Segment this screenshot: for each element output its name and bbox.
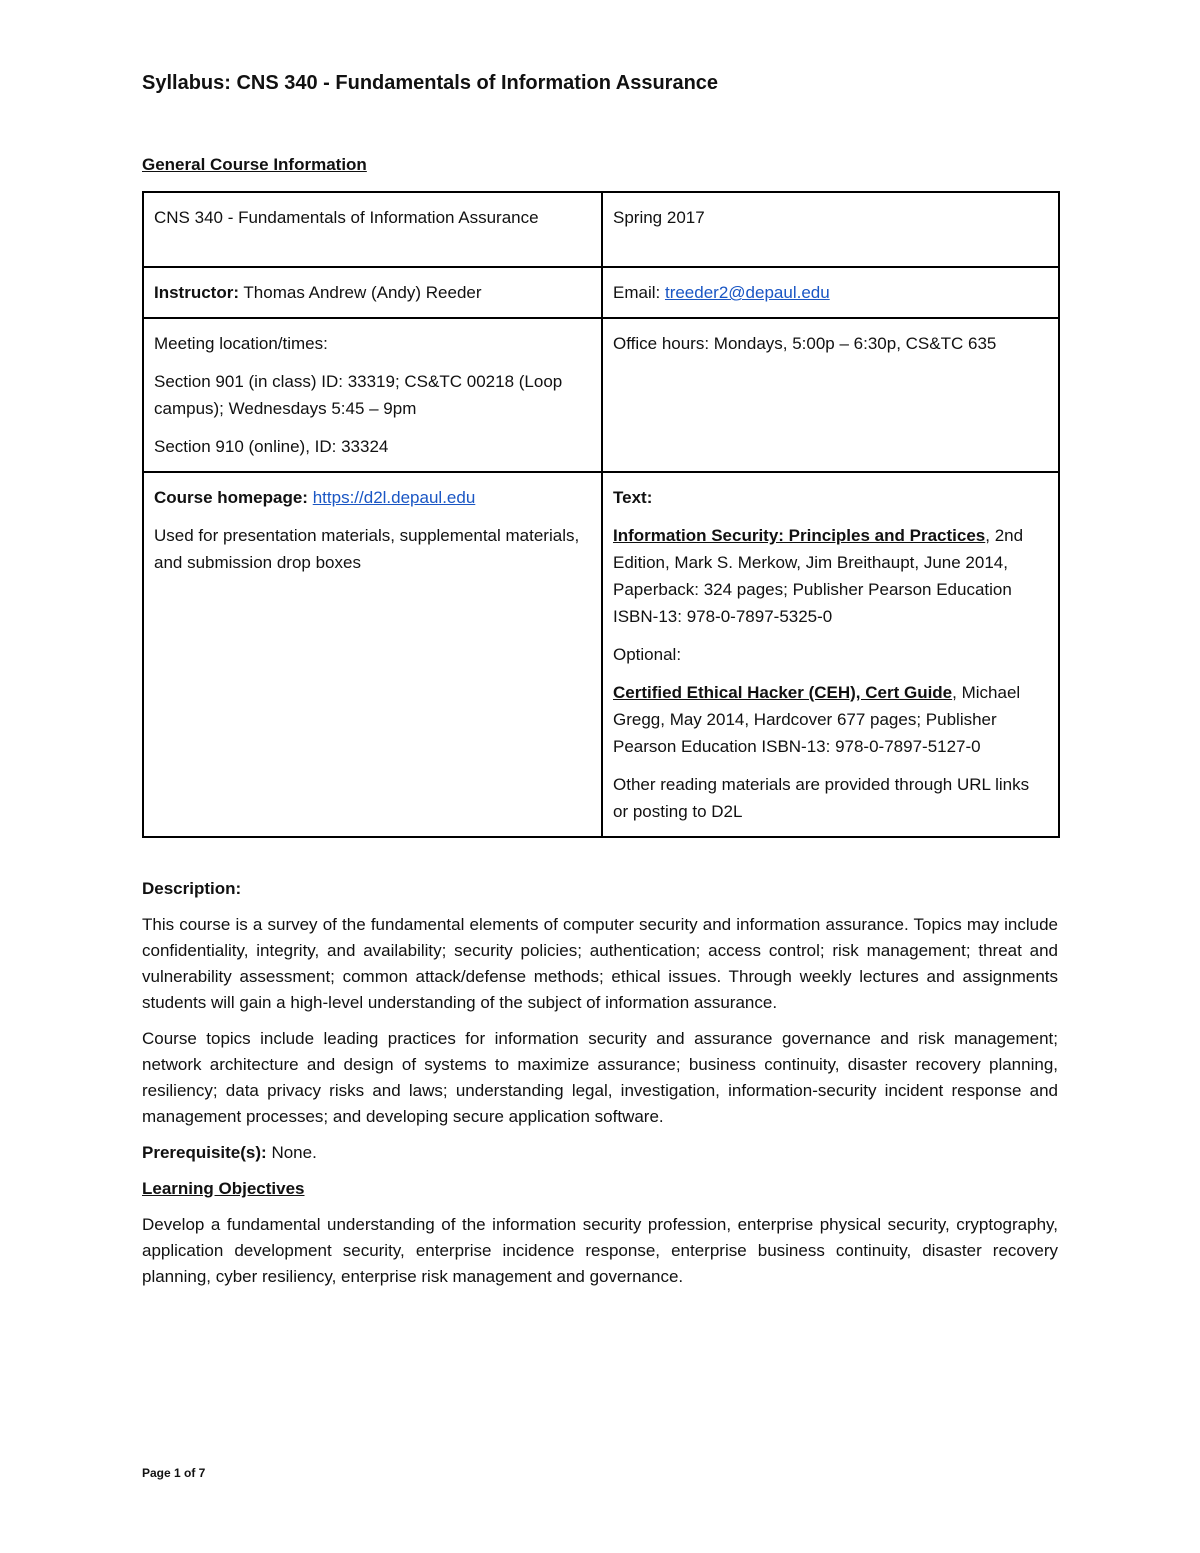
page-title: Syllabus: CNS 340 - Fundamentals of Information Assurance <box>142 72 719 94</box>
course-name-cell <box>143 192 602 267</box>
office-hours-cell <box>602 318 1059 472</box>
instructor-label: Instructor: <box>154 283 239 302</box>
page-number: Page 1 of 7 <box>142 1466 206 1480</box>
description-section <box>142 876 1058 1300</box>
table-row <box>143 472 1059 837</box>
term: Spring 2017 <box>613 208 705 227</box>
description-heading: Description: <box>142 879 242 898</box>
other-reading: Other reading materials are provided through URL links or posting to D2L <box>613 775 1030 821</box>
general-info-heading: General Course Information <box>142 155 367 174</box>
instructor-cell <box>143 267 602 318</box>
text-label: Text: <box>613 488 653 507</box>
prerequisite-value: None. <box>271 1143 317 1162</box>
course-name: CNS 340 - Fundamentals of Information Assurance <box>154 208 539 227</box>
instructor-name: Thomas Andrew (Andy) Reeder <box>243 283 482 302</box>
optional-label: Optional: <box>613 645 682 664</box>
section-901: Section 901 (in class) ID: 33319; CS&TC 00218 (Loop campus); Wednesdays 5:45 – 9pm <box>154 372 563 418</box>
email-label: Email: <box>613 283 661 302</box>
learning-objectives-heading: Learning Objectives <box>142 1179 305 1198</box>
meeting-label: Meeting location/times: <box>154 334 328 353</box>
section-910: Section 910 (online), ID: 33324 <box>154 437 389 456</box>
table-row <box>143 267 1059 318</box>
email-cell <box>602 267 1059 318</box>
homepage-label: Course homepage: <box>154 488 308 507</box>
book1-title: Information Security: Principles and Practices <box>613 526 986 545</box>
description-paragraph-1: This course is a survey of the fundamental elements of computer security and information assurance. Topics may include confidentiality, integrity, and availability; security policies; authentication; access control; risk management; threat and vulnerability assessment; common attack/defense methods; ethical issues. Through weekly lectures and assignments students will gain a high-level understanding of the subject of information assurance. <box>142 915 1058 1012</box>
course-info-table <box>142 191 1060 838</box>
term-cell <box>602 192 1059 267</box>
homepage-cell <box>143 472 602 837</box>
table-row <box>143 192 1059 267</box>
homepage-description: Used for presentation materials, supplemental materials, and submission drop boxes <box>154 526 580 572</box>
text-cell: Text: Information Security: Principles and Practices, 2nd Edition, Mark S. Merkow, Jim Breithaupt, June 2014, Paperback: 324 pages; Publisher Pearson Education ISBN-13: 978-0-7897-5325-0 Optional: Certified Ethical Hacker (CEH), Cert Guide, Michael Gregg, May 2014, Hardcover 677 pages; Publisher Pearson Education ISBN-13: 978-0-7897-5127-0 Other reading materials are provided through URL links or posting to D2L <box>602 472 1059 837</box>
prerequisite-label: Prerequisite(s): <box>142 1143 267 1162</box>
learning-objectives-text: Develop a fundamental understanding of the information security profession, enterprise physical security, cryptography, application development security, enterprise incidence response, enterprise business continuity, disaster recovery planning, cyber resiliency, enterprise risk management and governance. <box>142 1215 1058 1286</box>
book2-title: Certified Ethical Hacker (CEH), Cert Guide <box>613 683 953 702</box>
table-row <box>143 318 1059 472</box>
book1-details: 2nd Edition, Mark S. Merkow, Jim Breithaupt, June 2014, Paperback: 324 pages; Publisher Pearson Education ISBN-13: 978-0-7897-5325-0 <box>613 526 1024 626</box>
meeting-cell <box>143 318 602 472</box>
book2-details: Michael Gregg, May 2014, Hardcover 677 pages; Publisher Pearson Education ISBN-13: 978-0-7897-5127-0 <box>613 683 1021 756</box>
office-hours: Office hours: Mondays, 5:00p – 6:30p, CS&TC 635 <box>613 334 997 353</box>
homepage-link[interactable]: https://d2l.depaul.edu <box>312 488 476 507</box>
email-link[interactable]: treeder2@depaul.edu <box>664 283 830 302</box>
description-paragraph-2: Course topics include leading practices for information security and assurance governance and risk management; network architecture and design of systems to maximize assurance; business continuity, disaster recovery planning, resiliency; data privacy risks and laws; understanding legal, investigation, information-security incident response and management processes; and developing secure application software. <box>142 1029 1058 1126</box>
